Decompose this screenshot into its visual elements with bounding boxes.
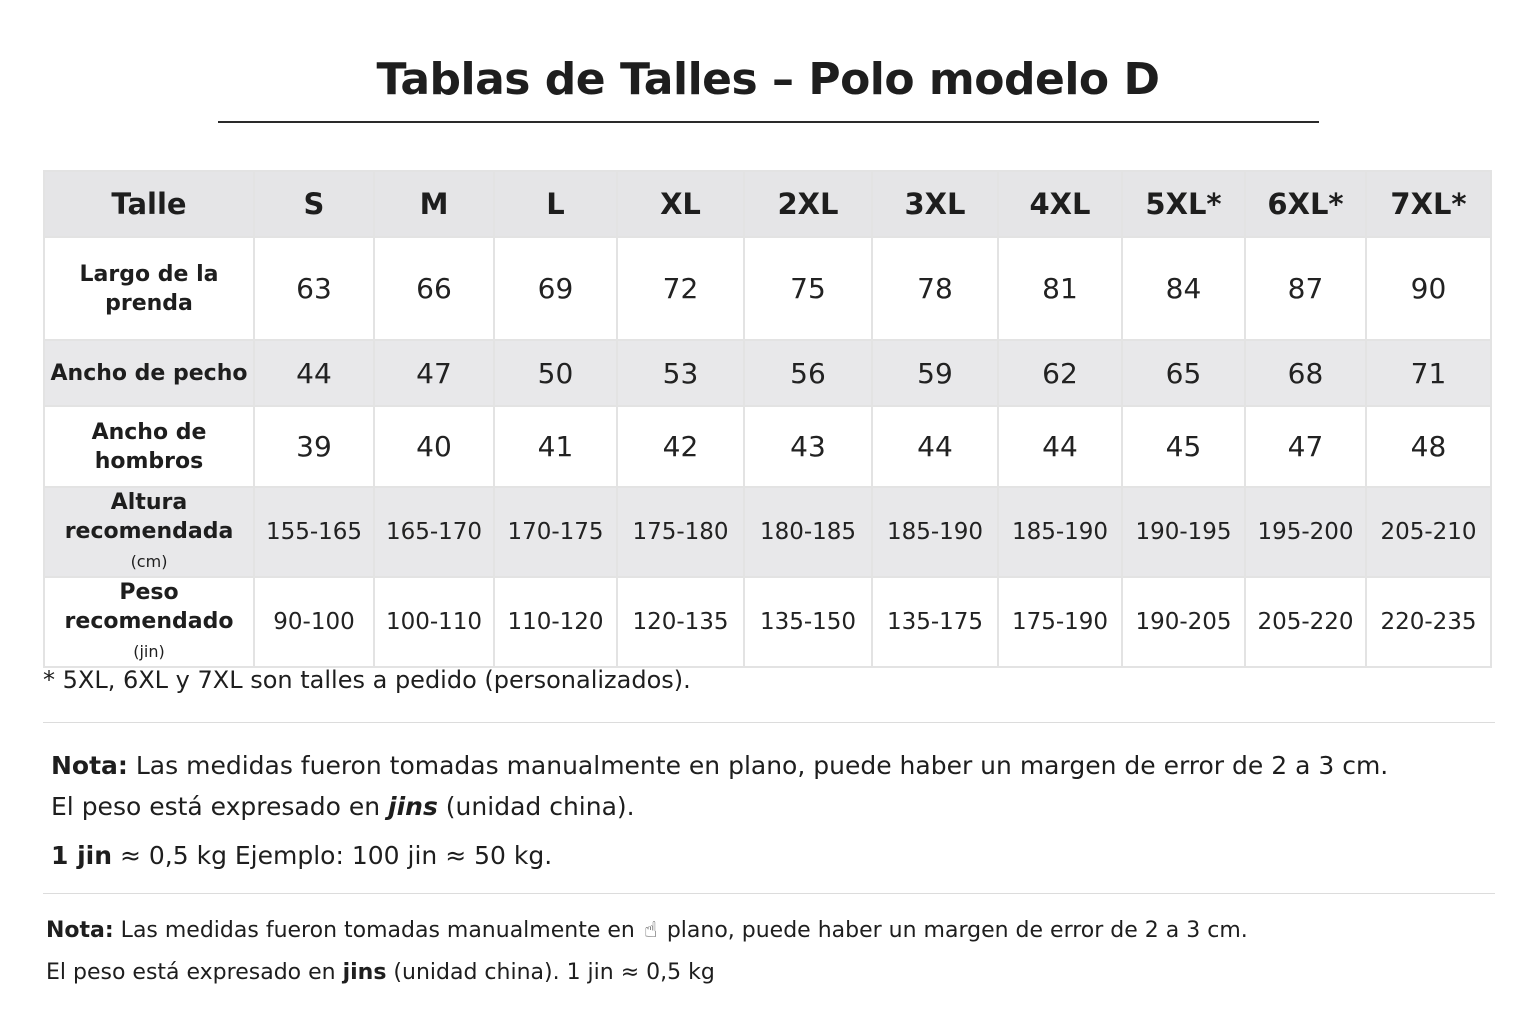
note-block-1: [51, 745, 1388, 876]
table-cell: 63: [254, 237, 374, 340]
table-cell: 72: [617, 237, 744, 340]
unit-label: (jin): [133, 642, 165, 661]
size-header: 6XL*: [1245, 171, 1366, 237]
note-text: El peso está expresado en: [51, 792, 389, 821]
table-cell: 39: [254, 406, 374, 487]
table-cell: 195-200: [1245, 487, 1366, 577]
table-cell: 40: [374, 406, 494, 487]
header-talle: Talle: [44, 171, 254, 237]
table-cell: 68: [1245, 340, 1366, 406]
table-cell: 100-110: [374, 577, 494, 667]
page-title: Tablas de Talles – Polo modelo D: [376, 54, 1160, 105]
table-row: [44, 577, 1491, 667]
table-cell: 205-210: [1366, 487, 1491, 577]
table-cell: 45: [1122, 406, 1245, 487]
row-label-text: Peso recomendado: [64, 580, 234, 634]
table-row: [44, 406, 1491, 487]
table-cell: 190-205: [1122, 577, 1245, 667]
table-cell: 50: [494, 340, 617, 406]
table-cell: 175-190: [998, 577, 1122, 667]
table-cell: 175-180: [617, 487, 744, 577]
row-label: [44, 406, 254, 487]
table-cell: 71: [1366, 340, 1491, 406]
table-cell: 44: [998, 406, 1122, 487]
note-text: Las medidas fueron tomadas manualmente en: [113, 918, 642, 943]
table-cell: 47: [1245, 406, 1366, 487]
table-cell: 170-175: [494, 487, 617, 577]
table-cell: 120-135: [617, 577, 744, 667]
table-cell: 48: [1366, 406, 1491, 487]
row-label: [44, 577, 254, 667]
size-table: [43, 170, 1492, 668]
table-cell: 90-100: [254, 577, 374, 667]
table-cell: 41: [494, 406, 617, 487]
table-cell: 42: [617, 406, 744, 487]
unit-label: (cm): [130, 552, 168, 571]
size-header: L: [494, 171, 617, 237]
title-underline: [218, 121, 1319, 123]
table-cell: 90: [1366, 237, 1491, 340]
row-label: [44, 237, 254, 340]
size-header: S: [254, 171, 374, 237]
table-cell: 69: [494, 237, 617, 340]
size-header: M: [374, 171, 494, 237]
note-text: El peso está expresado en: [46, 960, 343, 985]
table-cell: 190-195: [1122, 487, 1245, 577]
table-cell: 165-170: [374, 487, 494, 577]
table-cell: 65: [1122, 340, 1245, 406]
row-label-text: Largo de la prenda: [79, 261, 219, 316]
table-cell: 84: [1122, 237, 1245, 340]
size-header: 4XL: [998, 171, 1122, 237]
row-label-text: Ancho de hombros: [91, 419, 207, 474]
custom-sizes-footnote: * 5XL, 6XL y 7XL son talles a pedido (personalizados).: [43, 666, 691, 694]
table-cell: 155-165: [254, 487, 374, 577]
table-cell: 56: [744, 340, 872, 406]
row-label-text: Ancho de pecho: [50, 360, 248, 386]
divider: [43, 893, 1495, 894]
note-emphasis: jins: [388, 792, 438, 821]
table-cell: 205-220: [1245, 577, 1366, 667]
table-cell: 87: [1245, 237, 1366, 340]
note-block-2: [46, 910, 1248, 994]
size-header: 5XL*: [1122, 171, 1245, 237]
size-header: XL: [617, 171, 744, 237]
table-cell: 81: [998, 237, 1122, 340]
hand-pointer-icon: ☝: [644, 918, 658, 943]
row-label: [44, 487, 254, 577]
table-cell: 59: [872, 340, 998, 406]
table-cell: 220-235: [1366, 577, 1491, 667]
table-cell: 44: [872, 406, 998, 487]
table-cell: 78: [872, 237, 998, 340]
note-text: (unidad china). 1 jin ≈ 0,5 kg: [386, 960, 715, 985]
table-row: [44, 487, 1491, 577]
conversion-label: 1 jin: [51, 841, 113, 870]
note-label: Nota:: [46, 918, 114, 943]
row-label: [44, 340, 254, 406]
header-row: [44, 171, 1491, 237]
table-cell: 180-185: [744, 487, 872, 577]
size-header: 2XL: [744, 171, 872, 237]
table-row: [44, 340, 1491, 406]
table-cell: 75: [744, 237, 872, 340]
note-text: Las medidas fueron tomadas manualmente en plano, puede haber un margen de error de 2 a 3 cm.: [127, 751, 1389, 780]
note-emphasis: jins: [342, 960, 387, 985]
table-cell: 185-190: [998, 487, 1122, 577]
table-cell: 135-150: [744, 577, 872, 667]
note-label: Nota:: [51, 751, 128, 780]
table-cell: 185-190: [872, 487, 998, 577]
table-cell: 53: [617, 340, 744, 406]
size-header: 7XL*: [1366, 171, 1491, 237]
table-cell: 66: [374, 237, 494, 340]
note-text: plano, puede haber un margen de error de 2 a 3 cm.: [659, 918, 1248, 943]
table-cell: 135-175: [872, 577, 998, 667]
table-cell: 43: [744, 406, 872, 487]
row-label-text: Altura recomendada: [64, 490, 234, 544]
table-cell: 62: [998, 340, 1122, 406]
table-cell: 44: [254, 340, 374, 406]
size-header: 3XL: [872, 171, 998, 237]
table-row: [44, 237, 1491, 340]
divider: [43, 722, 1495, 723]
note-text: (unidad china).: [437, 792, 635, 821]
table-cell: 110-120: [494, 577, 617, 667]
conversion-text: ≈ 0,5 kg Ejemplo: 100 jin ≈ 50 kg.: [112, 841, 553, 870]
table-cell: 47: [374, 340, 494, 406]
